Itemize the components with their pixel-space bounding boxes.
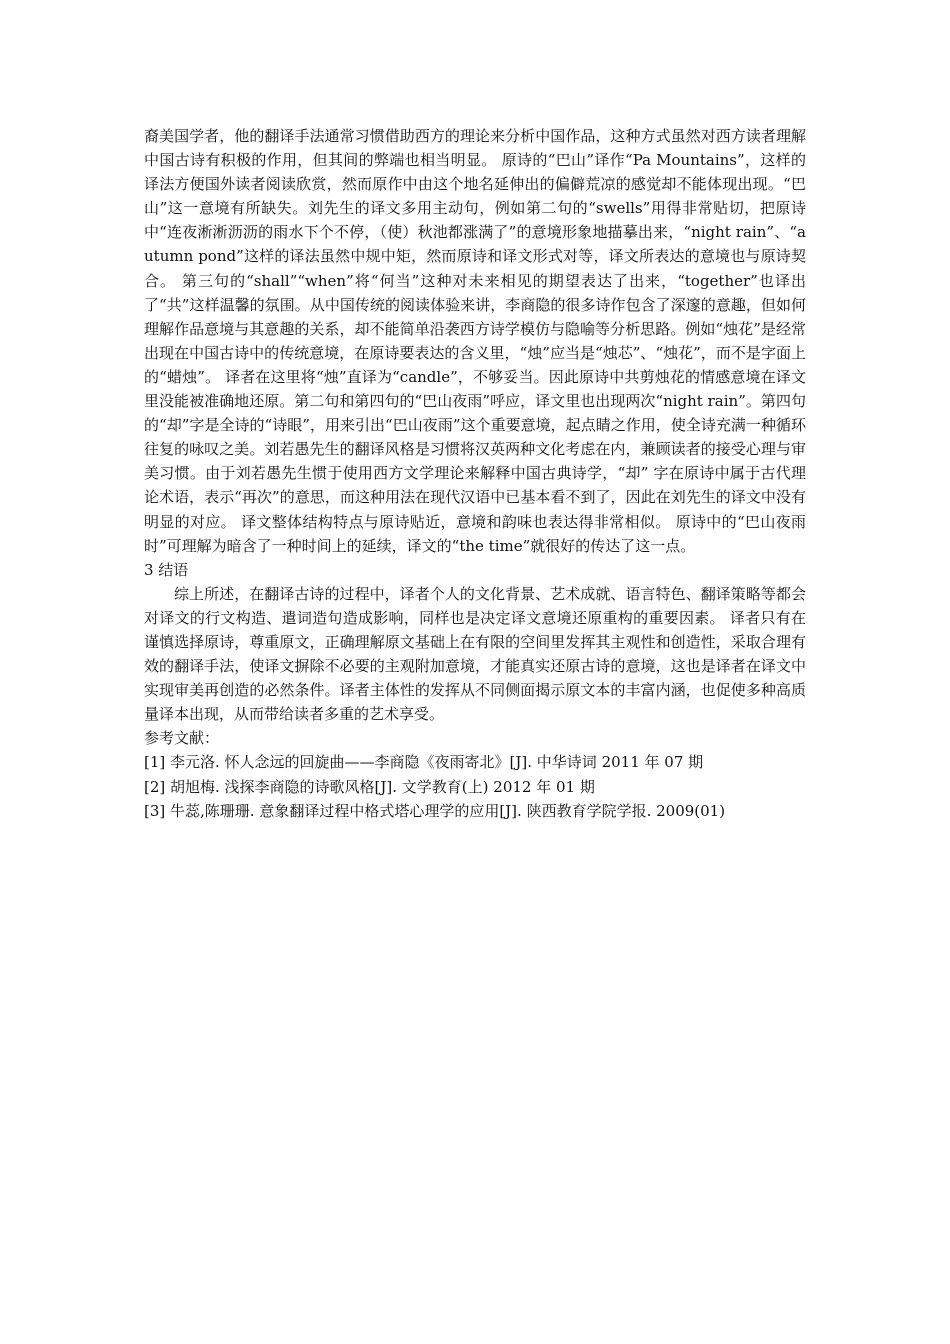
body-paragraph-translation-analysis: 裔美国学者，他的翻译手法通常习惯借助西方的理论来分析中国作品，这种方式虽然对西方读者理解中国古诗有积极的作用，但其间的弊端也相当明显。 原诗的“巴山”译作“Pa Mountains”，这样的译法方便国外读者阅读欣赏，然而原作中由这个地名延伸出的偏僻荒凉的感觉却不能体现出现。“巴山”这一意境有所缺失。刘先生的译文多用主动句，例如第二句的“swells”用得非常贴切，把原诗中“连夜淅淅沥沥的雨水下个不停，（使）秋池都涨满了”的意境形象地描摹出来，“night rain”、“autumn pond”这样的译法虽然中规中矩，然而原诗和译文形式对等，译文所表达的意境也与原诗契合。 第三句的“shall”“when”将“何当”这种对未来相见的期望表达了出来，“together”也译出了“共”这样温馨的氛围。从中国传统的阅读体验来讲，李商隐的很多诗作包含了深邃的意趣，但如何理解作品意境与其意趣的关系，却不能简单沿袭西方诗学模仿与隐喻等分析思路。例如“烛花”是经常出现在中国古诗中的传统意境，在原诗要表达的含义里，“烛”应当是“烛芯”、“烛花”，而不是字面上的“蜡烛”。 译者在这里将“烛”直译为“candle”，不够妥当。因此原诗中共剪烛花的情感意境在译文里没能被准确地还原。第二句和第四句的“巴山夜雨”呼应，译文里也出现两次“night rain”。第四句的“却”字是全诗的“诗眼”，用来引出“巴山夜雨”这个重要意境，起点睛之作用，使全诗充满一种循环往复的咏叹之美。刘若愚先生的翻译风格是习惯将汉英两种文化考虑在内，兼顾读者的接受心理与审美习惯。由于刘若愚先生惯于使用西方文学理论来解释中国古典诗学，“却” 字在原诗中属于古代理论术语，表示“再次”的意思，而这种用法在现代汉语中已基本看不到了，因此在刘先生的译文中没有明显的对应。 译文整体结构特点与原诗贴近，意境和韵味也表达得非常相似。 原诗中的“巴山夜雨时”可理解为暗含了一种时间上的延续，译文的“the time”就很好的传达了这一点。 [144,127,806,555]
references-heading: 参考文献： [144,729,220,748]
body-paragraph-conclusion: 综上所述，在翻译古诗的过程中，译者个人的文化背景、艺术成就、语言特色、翻译策略等都会对译文的行文构造、遣词造句造成影响，同样也是决定译文意境还原重构的重要因素。 译者只有在谨慎选择原诗，尊重原文，正确理解原文基础上在有限的空间里发挥其主观性和创造性，采取合理有效的翻译手法，使译文摒除不必要的主观附加意境，才能真实还原古诗的意境，这也是译者在译文中实现审美再创造的必然条件。译者主体性的发挥从不同侧面揭示原文本的丰富内涵，也促使多种高质量译本出现，从而带给读者多重的艺术享受。 [144,584,806,724]
reference-item: [2] 胡旭梅. 浅探李商隐的诗歌风格[J]. 文学教育(上) 2012 年 01 期 [144,777,595,796]
reference-item: [3] 牛蕊,陈珊珊. 意象翻译过程中格式塔心理学的应用[J]. 陕西教育学院学报. 2009(01) [144,801,726,820]
reference-item: [1] 李元洛. 怀人念远的回旋曲——李商隐《夜雨寄北》[J]. 中华诗词 2011 年 07 期 [144,753,704,772]
document-page [144,124,806,823]
section-heading-conclusion: 3 结语 [144,560,189,579]
references-list [144,750,806,822]
